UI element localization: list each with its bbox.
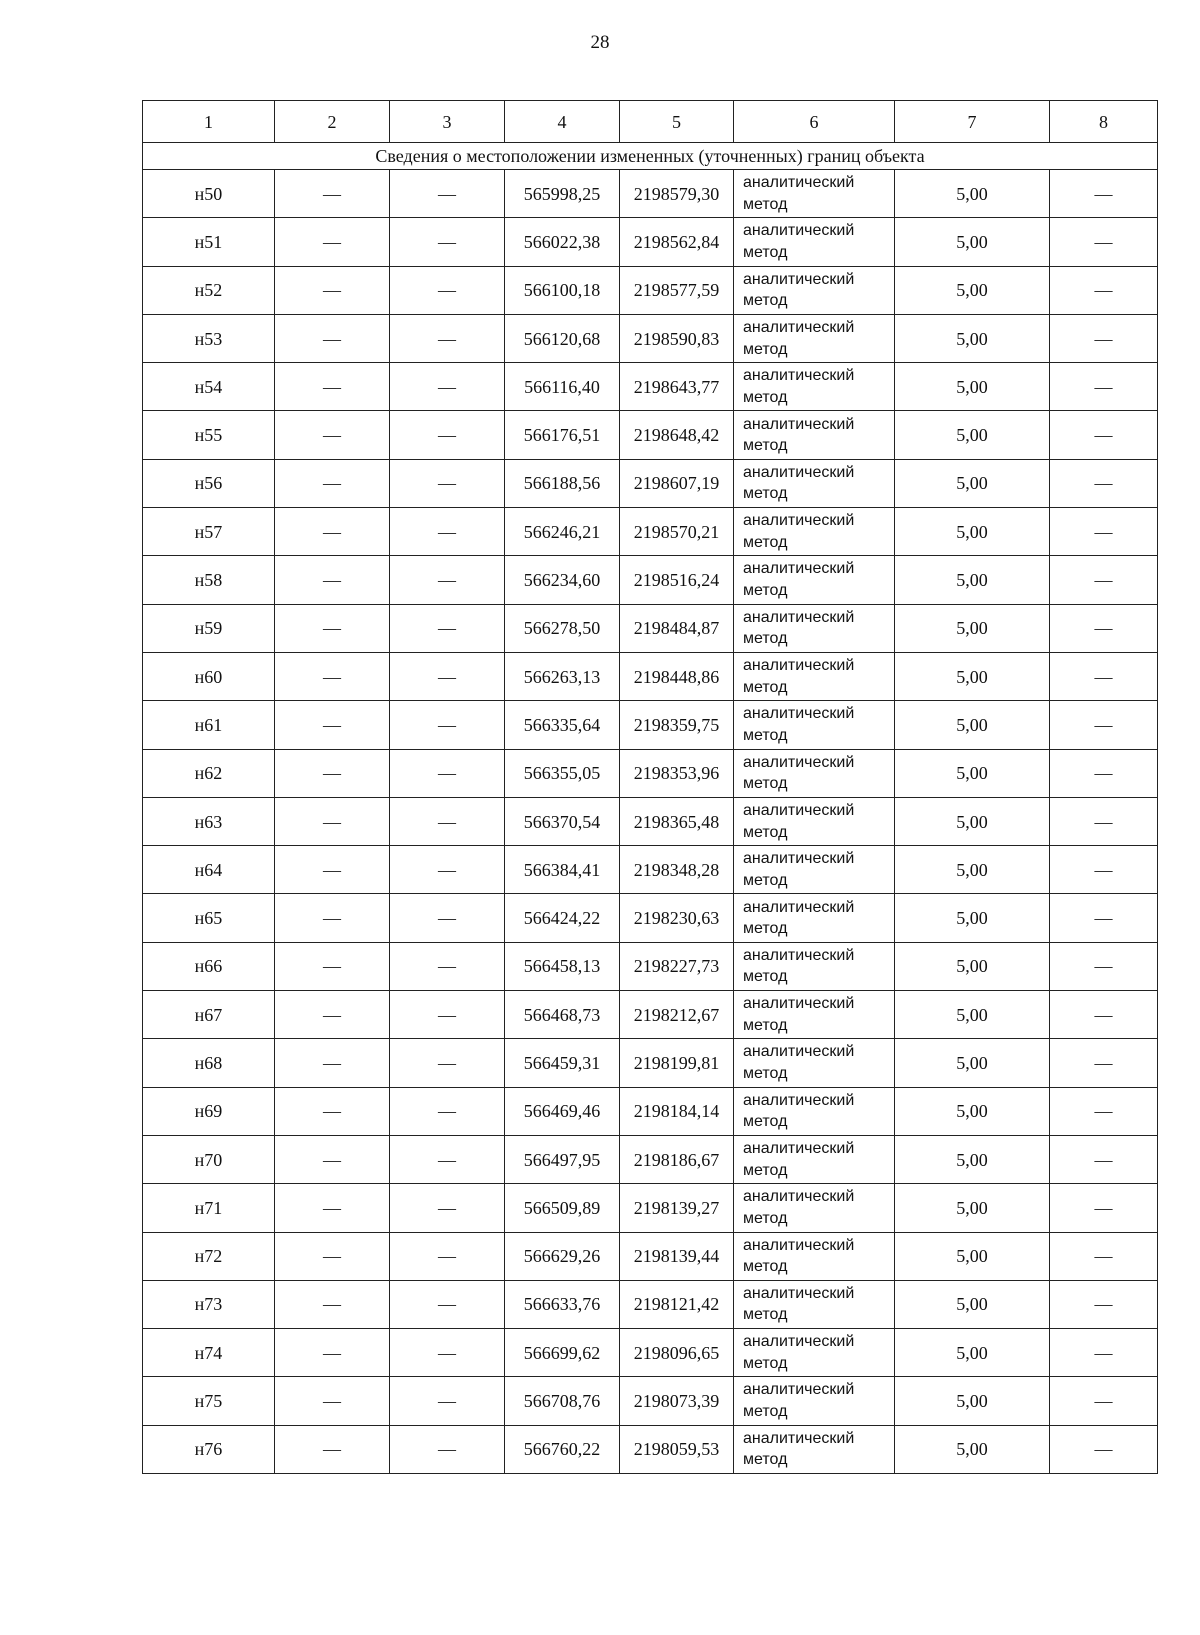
- accuracy-cell: 5,00: [895, 266, 1050, 314]
- coordinate-x-cell: 566234,60: [505, 556, 620, 604]
- dash-cell: —: [275, 1232, 390, 1280]
- dash-cell: —: [275, 991, 390, 1039]
- method-cell: аналитический метод: [734, 701, 895, 749]
- method-cell: аналитический метод: [734, 1135, 895, 1183]
- accuracy-cell: 5,00: [895, 942, 1050, 990]
- accuracy-cell: 5,00: [895, 797, 1050, 845]
- dash-cell: —: [390, 218, 505, 266]
- dash-cell: —: [390, 411, 505, 459]
- dash-cell: —: [390, 652, 505, 700]
- coordinate-y-cell: 2198139,27: [620, 1184, 734, 1232]
- coordinate-x-cell: 566708,76: [505, 1377, 620, 1425]
- column-header: 2: [275, 101, 390, 143]
- dash-cell: —: [390, 314, 505, 362]
- table-row: [143, 1039, 1158, 1087]
- point-cell: н59: [143, 604, 275, 652]
- dash-cell: —: [1050, 411, 1158, 459]
- coordinate-x-cell: 566263,13: [505, 652, 620, 700]
- accuracy-cell: 5,00: [895, 652, 1050, 700]
- dash-cell: —: [390, 556, 505, 604]
- dash-cell: —: [390, 604, 505, 652]
- column-header: 5: [620, 101, 734, 143]
- dash-cell: —: [1050, 266, 1158, 314]
- coordinate-x-cell: 566424,22: [505, 894, 620, 942]
- point-cell: н63: [143, 797, 275, 845]
- coordinate-x-cell: 566176,51: [505, 411, 620, 459]
- coordinate-y-cell: 2198590,83: [620, 314, 734, 362]
- table-row: [143, 894, 1158, 942]
- dash-cell: —: [1050, 942, 1158, 990]
- dash-cell: —: [390, 846, 505, 894]
- coordinate-x-cell: 566246,21: [505, 508, 620, 556]
- dash-cell: —: [275, 266, 390, 314]
- coordinate-x-cell: 565998,25: [505, 170, 620, 218]
- accuracy-cell: 5,00: [895, 508, 1050, 556]
- table-row: [143, 701, 1158, 749]
- coordinate-x-cell: 566355,05: [505, 749, 620, 797]
- accuracy-cell: 5,00: [895, 894, 1050, 942]
- dash-cell: —: [275, 701, 390, 749]
- dash-cell: —: [275, 1184, 390, 1232]
- coordinate-y-cell: 2198648,42: [620, 411, 734, 459]
- dash-cell: —: [275, 170, 390, 218]
- coordinate-y-cell: 2198577,59: [620, 266, 734, 314]
- coordinate-x-cell: 566278,50: [505, 604, 620, 652]
- method-cell: аналитический метод: [734, 1039, 895, 1087]
- dash-cell: —: [275, 749, 390, 797]
- dash-cell: —: [1050, 1377, 1158, 1425]
- coordinate-y-cell: 2198359,75: [620, 701, 734, 749]
- dash-cell: —: [1050, 652, 1158, 700]
- coordinate-y-cell: 2198516,24: [620, 556, 734, 604]
- method-cell: аналитический метод: [734, 1232, 895, 1280]
- method-cell: аналитический метод: [734, 411, 895, 459]
- dash-cell: —: [1050, 556, 1158, 604]
- dash-cell: —: [390, 1425, 505, 1473]
- dash-cell: —: [275, 894, 390, 942]
- dash-cell: —: [275, 797, 390, 845]
- method-cell: аналитический метод: [734, 1184, 895, 1232]
- section-title-row: [143, 143, 1158, 170]
- coordinate-y-cell: 2198184,14: [620, 1087, 734, 1135]
- point-cell: н54: [143, 363, 275, 411]
- point-cell: н61: [143, 701, 275, 749]
- coordinate-y-cell: 2198227,73: [620, 942, 734, 990]
- point-cell: н71: [143, 1184, 275, 1232]
- coordinate-x-cell: 566116,40: [505, 363, 620, 411]
- table-row: [143, 1184, 1158, 1232]
- accuracy-cell: 5,00: [895, 170, 1050, 218]
- accuracy-cell: 5,00: [895, 1135, 1050, 1183]
- coordinate-y-cell: 2198365,48: [620, 797, 734, 845]
- point-cell: н73: [143, 1280, 275, 1328]
- method-cell: аналитический метод: [734, 894, 895, 942]
- coordinate-x-cell: 566633,76: [505, 1280, 620, 1328]
- coordinate-y-cell: 2198230,63: [620, 894, 734, 942]
- point-cell: н58: [143, 556, 275, 604]
- dash-cell: —: [390, 1377, 505, 1425]
- dash-cell: —: [390, 701, 505, 749]
- point-cell: н69: [143, 1087, 275, 1135]
- table-row: [143, 604, 1158, 652]
- coordinate-x-cell: 566699,62: [505, 1329, 620, 1377]
- dash-cell: —: [390, 991, 505, 1039]
- point-cell: н64: [143, 846, 275, 894]
- dash-cell: —: [1050, 1280, 1158, 1328]
- table-row: [143, 1280, 1158, 1328]
- accuracy-cell: 5,00: [895, 411, 1050, 459]
- coordinate-y-cell: 2198570,21: [620, 508, 734, 556]
- coordinate-x-cell: 566120,68: [505, 314, 620, 362]
- method-cell: аналитический метод: [734, 1329, 895, 1377]
- coordinate-x-cell: 566760,22: [505, 1425, 620, 1473]
- dash-cell: —: [390, 1135, 505, 1183]
- accuracy-cell: 5,00: [895, 1184, 1050, 1232]
- table-row: [143, 314, 1158, 362]
- point-cell: н76: [143, 1425, 275, 1473]
- accuracy-cell: 5,00: [895, 218, 1050, 266]
- dash-cell: —: [275, 652, 390, 700]
- method-cell: аналитический метод: [734, 1087, 895, 1135]
- point-cell: н53: [143, 314, 275, 362]
- point-cell: н70: [143, 1135, 275, 1183]
- accuracy-cell: 5,00: [895, 1377, 1050, 1425]
- dash-cell: —: [390, 894, 505, 942]
- table-row: [143, 991, 1158, 1039]
- dash-cell: —: [275, 846, 390, 894]
- coordinate-y-cell: 2198199,81: [620, 1039, 734, 1087]
- point-cell: н75: [143, 1377, 275, 1425]
- accuracy-cell: 5,00: [895, 1087, 1050, 1135]
- dash-cell: —: [390, 1329, 505, 1377]
- coordinate-y-cell: 2198186,67: [620, 1135, 734, 1183]
- point-cell: н55: [143, 411, 275, 459]
- dash-cell: —: [275, 556, 390, 604]
- column-header: 4: [505, 101, 620, 143]
- dash-cell: —: [1050, 1135, 1158, 1183]
- dash-cell: —: [275, 1377, 390, 1425]
- dash-cell: —: [1050, 218, 1158, 266]
- accuracy-cell: 5,00: [895, 459, 1050, 507]
- dash-cell: —: [1050, 1087, 1158, 1135]
- coordinate-y-cell: 2198073,39: [620, 1377, 734, 1425]
- coordinate-x-cell: 566188,56: [505, 459, 620, 507]
- point-cell: н60: [143, 652, 275, 700]
- accuracy-cell: 5,00: [895, 846, 1050, 894]
- point-cell: н62: [143, 749, 275, 797]
- dash-cell: —: [275, 1039, 390, 1087]
- dash-cell: —: [390, 170, 505, 218]
- coordinate-y-cell: 2198353,96: [620, 749, 734, 797]
- table-row: [143, 266, 1158, 314]
- coordinate-y-cell: 2198212,67: [620, 991, 734, 1039]
- dash-cell: —: [390, 1280, 505, 1328]
- accuracy-cell: 5,00: [895, 1329, 1050, 1377]
- dash-cell: —: [1050, 846, 1158, 894]
- table-row: [143, 652, 1158, 700]
- point-cell: н51: [143, 218, 275, 266]
- point-cell: н56: [143, 459, 275, 507]
- coordinate-y-cell: 2198096,65: [620, 1329, 734, 1377]
- point-cell: н72: [143, 1232, 275, 1280]
- method-cell: аналитический метод: [734, 363, 895, 411]
- coordinate-y-cell: 2198484,87: [620, 604, 734, 652]
- dash-cell: —: [275, 363, 390, 411]
- table-row: [143, 411, 1158, 459]
- accuracy-cell: 5,00: [895, 701, 1050, 749]
- table-row: [143, 846, 1158, 894]
- dash-cell: —: [1050, 991, 1158, 1039]
- point-cell: н68: [143, 1039, 275, 1087]
- table-row: [143, 1377, 1158, 1425]
- accuracy-cell: 5,00: [895, 991, 1050, 1039]
- dash-cell: —: [1050, 797, 1158, 845]
- column-header: 7: [895, 101, 1050, 143]
- accuracy-cell: 5,00: [895, 749, 1050, 797]
- table-row: [143, 1087, 1158, 1135]
- coordinate-y-cell: 2198643,77: [620, 363, 734, 411]
- table-row: [143, 942, 1158, 990]
- accuracy-cell: 5,00: [895, 1425, 1050, 1473]
- column-header: 3: [390, 101, 505, 143]
- method-cell: аналитический метод: [734, 1425, 895, 1473]
- accuracy-cell: 5,00: [895, 1280, 1050, 1328]
- coordinate-x-cell: 566384,41: [505, 846, 620, 894]
- dash-cell: —: [1050, 508, 1158, 556]
- dash-cell: —: [275, 1135, 390, 1183]
- coordinate-x-cell: 566100,18: [505, 266, 620, 314]
- table-row: [143, 556, 1158, 604]
- coordinate-x-cell: 566022,38: [505, 218, 620, 266]
- table-row: [143, 218, 1158, 266]
- point-cell: н52: [143, 266, 275, 314]
- dash-cell: —: [390, 1087, 505, 1135]
- dash-cell: —: [1050, 363, 1158, 411]
- dash-cell: —: [1050, 1184, 1158, 1232]
- method-cell: аналитический метод: [734, 314, 895, 362]
- dash-cell: —: [390, 1184, 505, 1232]
- dash-cell: —: [1050, 1232, 1158, 1280]
- method-cell: аналитический метод: [734, 991, 895, 1039]
- dash-cell: —: [1050, 170, 1158, 218]
- dash-cell: —: [275, 1329, 390, 1377]
- coordinate-y-cell: 2198579,30: [620, 170, 734, 218]
- column-number-row: [143, 101, 1158, 143]
- table-row: [143, 1135, 1158, 1183]
- point-cell: н50: [143, 170, 275, 218]
- page-number: 28: [590, 32, 610, 53]
- point-cell: н66: [143, 942, 275, 990]
- section-title: Сведения о местоположении измененных (уточненных) границ объекта: [143, 143, 1158, 170]
- dash-cell: —: [1050, 1039, 1158, 1087]
- dash-cell: —: [1050, 604, 1158, 652]
- dash-cell: —: [275, 508, 390, 556]
- table-row: [143, 1329, 1158, 1377]
- table-row: [143, 1425, 1158, 1473]
- coordinate-x-cell: 566629,26: [505, 1232, 620, 1280]
- dash-cell: —: [1050, 314, 1158, 362]
- point-cell: н57: [143, 508, 275, 556]
- point-cell: н65: [143, 894, 275, 942]
- dash-cell: —: [390, 1039, 505, 1087]
- dash-cell: —: [390, 749, 505, 797]
- dash-cell: —: [390, 508, 505, 556]
- table-row: [143, 797, 1158, 845]
- dash-cell: —: [275, 314, 390, 362]
- dash-cell: —: [1050, 459, 1158, 507]
- accuracy-cell: 5,00: [895, 556, 1050, 604]
- table-row: [143, 170, 1158, 218]
- dash-cell: —: [275, 1087, 390, 1135]
- method-cell: аналитический метод: [734, 508, 895, 556]
- point-cell: н67: [143, 991, 275, 1039]
- dash-cell: —: [275, 459, 390, 507]
- dash-cell: —: [390, 363, 505, 411]
- coordinate-y-cell: 2198139,44: [620, 1232, 734, 1280]
- coordinate-y-cell: 2198448,86: [620, 652, 734, 700]
- point-cell: н74: [143, 1329, 275, 1377]
- dash-cell: —: [1050, 1425, 1158, 1473]
- method-cell: аналитический метод: [734, 1377, 895, 1425]
- coordinate-x-cell: 566497,95: [505, 1135, 620, 1183]
- dash-cell: —: [275, 218, 390, 266]
- coordinate-x-cell: 566370,54: [505, 797, 620, 845]
- method-cell: аналитический метод: [734, 218, 895, 266]
- coordinate-x-cell: 566509,89: [505, 1184, 620, 1232]
- method-cell: аналитический метод: [734, 749, 895, 797]
- method-cell: аналитический метод: [734, 266, 895, 314]
- method-cell: аналитический метод: [734, 652, 895, 700]
- dash-cell: —: [275, 942, 390, 990]
- dash-cell: —: [275, 604, 390, 652]
- column-header: 6: [734, 101, 895, 143]
- dash-cell: —: [1050, 701, 1158, 749]
- coordinate-y-cell: 2198607,19: [620, 459, 734, 507]
- dash-cell: —: [275, 411, 390, 459]
- method-cell: аналитический метод: [734, 846, 895, 894]
- dash-cell: —: [1050, 749, 1158, 797]
- accuracy-cell: 5,00: [895, 604, 1050, 652]
- method-cell: аналитический метод: [734, 1280, 895, 1328]
- coordinate-x-cell: 566469,46: [505, 1087, 620, 1135]
- column-header: 8: [1050, 101, 1158, 143]
- coordinate-x-cell: 566458,13: [505, 942, 620, 990]
- table-row: [143, 363, 1158, 411]
- method-cell: аналитический метод: [734, 604, 895, 652]
- dash-cell: —: [390, 1232, 505, 1280]
- method-cell: аналитический метод: [734, 170, 895, 218]
- coordinate-y-cell: 2198121,42: [620, 1280, 734, 1328]
- method-cell: аналитический метод: [734, 556, 895, 604]
- dash-cell: —: [390, 942, 505, 990]
- accuracy-cell: 5,00: [895, 314, 1050, 362]
- column-header: 1: [143, 101, 275, 143]
- table-row: [143, 508, 1158, 556]
- dash-cell: —: [390, 797, 505, 845]
- method-cell: аналитический метод: [734, 797, 895, 845]
- dash-cell: —: [390, 459, 505, 507]
- accuracy-cell: 5,00: [895, 363, 1050, 411]
- method-cell: аналитический метод: [734, 942, 895, 990]
- dash-cell: —: [1050, 1329, 1158, 1377]
- accuracy-cell: 5,00: [895, 1232, 1050, 1280]
- coordinate-y-cell: 2198562,84: [620, 218, 734, 266]
- dash-cell: —: [390, 266, 505, 314]
- coordinate-y-cell: 2198348,28: [620, 846, 734, 894]
- coordinate-x-cell: 566459,31: [505, 1039, 620, 1087]
- dash-cell: —: [275, 1280, 390, 1328]
- coordinate-x-cell: 566468,73: [505, 991, 620, 1039]
- method-cell: аналитический метод: [734, 459, 895, 507]
- accuracy-cell: 5,00: [895, 1039, 1050, 1087]
- dash-cell: —: [1050, 894, 1158, 942]
- coordinate-y-cell: 2198059,53: [620, 1425, 734, 1473]
- dash-cell: —: [275, 1425, 390, 1473]
- table-row: [143, 1232, 1158, 1280]
- coordinate-x-cell: 566335,64: [505, 701, 620, 749]
- coordinates-table: [142, 100, 1158, 1474]
- table-row: [143, 459, 1158, 507]
- table-row: [143, 749, 1158, 797]
